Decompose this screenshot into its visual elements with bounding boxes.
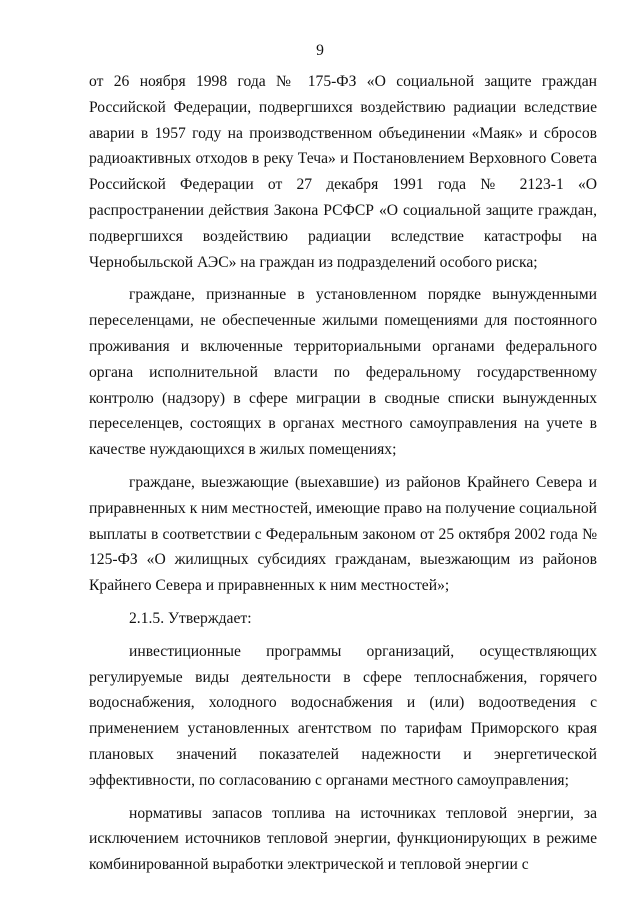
document-body [89, 69, 597, 878]
paragraph-forced-migrants: граждане, признанные в установленном порядке вынужденными переселенцами, не обеспеченные жилыми помещениями для постоянного проживания и включенные территориальными органами федерального органа исполнительной власти по федеральному государственному контролю (надзору) в сфере миграции в сводные списки вынужденных переселенцев, состоящих в органах местного самоуправления на учете в качестве нуждающихся в жилых помещениях; [89, 286, 597, 459]
paragraph-continuation: от 26 ноября 1998 года № 175-ФЗ «О социальной защите граждан Российской Федерации, подвергшихся воздействию радиации вследствие аварии в 1957 году на производственном объединении «Маяк» и сбросов радиоактивных отходов в реку Теча» и Постановлением Верховного Совета Российской Федерации от 27 декабря 1991 года № 2123-1 «О распространении действия Закона РСФСР «О социальной защите граждан, подвергшихся воздействию радиации вследствие катастрофы на Чернобыльской АЭС» на граждан из подразделений особого риска; [89, 73, 597, 271]
paragraph-far-north: граждане, выезжающие (выехавшие) из районов Крайнего Севера и приравненных к ним местностей, имеющие право на получение социальной выплаты в соответствии с Федеральным законом от 25 октября 2002 года № 125-ФЗ «О жилищных субсидиях гражданам, выезжающим из районов Крайнего Севера и приравненных к ним местностей»; [89, 473, 597, 595]
page-number: 9 [316, 42, 324, 59]
section-heading-2-1-5: 2.1.5. Утверждает: [129, 609, 252, 627]
paragraph-investment-programs: инвестиционные программы организаций, осуществляющих регулируемые виды деятельности в сфере теплоснабжения, горячего водоснабжения, холодного водоснабжения и (или) водоотведения с применением установленных агентством по тарифам Приморского края плановых значений показателей надежности и энергетической эффективности, по согласованию с органами местного самоуправления; [89, 642, 597, 789]
paragraph-fuel-reserves: нормативы запасов топлива на источниках тепловой энергии, за исключением источников тепловой энергии, функционирующих в режиме комбинированной выработки электрической и тепловой энергии с [89, 804, 597, 874]
